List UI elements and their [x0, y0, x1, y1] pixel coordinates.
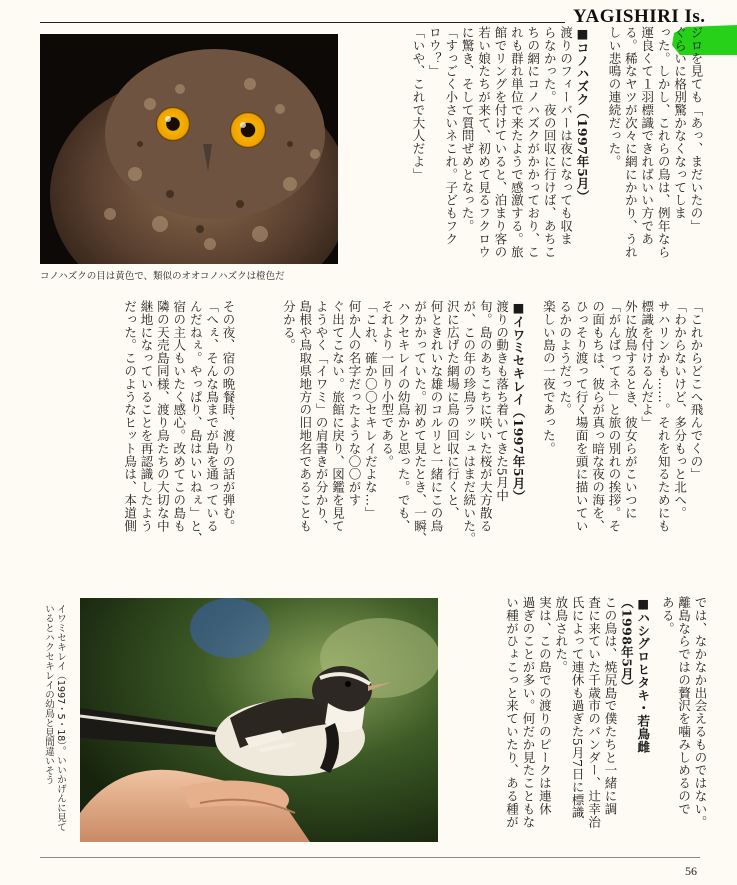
text-line: 沢に広げた網場に鳥の回収に行くと、: [445, 300, 461, 520]
text-line: 旬。島のあちこちに咲いた桜が大方散る: [478, 300, 494, 533]
text-line: 島根や鳥取県地方の旧地名であることも: [297, 300, 313, 533]
text-line: しい悲鳴の連続だった。: [606, 26, 622, 168]
text-line: んだねぇ。やっぱり、島はいいねぇ」と、: [188, 300, 204, 546]
text-line: ロウ？」: [427, 26, 443, 78]
wagtail-photo: [80, 598, 438, 842]
text-line: 査に来ていた千歳市のバンダー、辻幸治: [586, 596, 602, 829]
text-line: 宿の主人もいたく感心。改めてこの島も: [171, 300, 187, 533]
text-line: その夜、宿の晩餐時、渡りの話が弾む。: [221, 300, 236, 533]
text-line: 「へぇ、そんな鳥までが島を通っている: [204, 300, 220, 533]
text-line: ようやく「イワミ」の肩書きが分かり、: [314, 300, 330, 533]
header-rule: [40, 22, 565, 23]
text-line: では、なかなか出会えるものではない。: [693, 596, 708, 829]
text-line: るかのようだった。: [557, 300, 573, 417]
text-line: 運良くて１羽標識できればいい方であ: [639, 26, 655, 246]
text-line: 渡りの動きも落ち着いてきた5月中: [494, 300, 510, 502]
section-heading-hashiguro-date: （1998年5月）: [619, 596, 635, 694]
text-col-bottom: [444, 596, 708, 850]
text-line: 隣の天売島同様、渡り鳥たちの大切な中: [155, 300, 171, 533]
header-title: YAGISHIRI Is.: [573, 6, 706, 27]
text-col-iwamisekirei: [236, 300, 526, 580]
text-col-right-mid: [530, 300, 704, 580]
text-line: 離島ならではの贅沢を噛みしめるので: [676, 596, 692, 816]
text-line: サハリンかも……。それを知るためにも: [656, 300, 672, 533]
text-line: がかかっていた。初めて見たとき、一瞬、: [412, 300, 428, 546]
text-line: ぐ出てこない。旅館に戻り、図鑑を見て: [330, 300, 346, 533]
text-line: らなかった。夜の回収に行けば、あちこ: [542, 26, 558, 259]
text-line: 外に放鳥するとき、彼女らがこいつに: [623, 300, 639, 520]
text-line: 実は、この島での渡りのピークは連休: [537, 596, 553, 816]
text-line: ちの網にコノハズクがかかっており、こ: [525, 26, 541, 259]
text-line: る。稀なヤツが次々に網にかかり、うれ: [623, 26, 639, 259]
paragraph-gap: [651, 596, 659, 850]
text-line: 「がんばってネ」と旅の別れの挨拶。そ: [606, 300, 622, 533]
text-line: 「これ、確か〇〇セキレイだよな…」: [363, 300, 379, 520]
text-line: ジロを見ても「あっ、まだいたの」: [689, 26, 704, 233]
text-line: が、この年の珍鳥ラッシュはまだ続いた。: [461, 300, 477, 546]
text-line: 「いや、これで大人だよ」: [410, 26, 426, 181]
text-line: 楽しい島の一夜であった。: [541, 300, 557, 455]
section-heading-iwamisekirei: ■イワミセキレイ（1997年5月）: [511, 300, 526, 503]
text-col-left-mid: [40, 300, 236, 580]
text-line: 分かる。: [281, 300, 297, 352]
text-line: ひっそり渡って行く場面を頭に描いてい: [574, 300, 590, 533]
text-line: 何か人の名字だったような〇〇がす: [346, 300, 362, 507]
text-line: 氏によって連休も過ぎた5月7日に標識: [570, 596, 586, 820]
owl-caption: コノハズクの目は黄色で、類似のオオコノハズクは橙色だ: [40, 271, 285, 282]
text-line: 「これからどこへ飛んでくの」: [689, 300, 704, 481]
text-line: 継地になっていることを再認識したよう: [138, 300, 154, 533]
text-line: 「すっごく小さいネこれ。子どもフク: [443, 26, 459, 246]
text-line: 「わからないけど、多分もっと北へ。: [672, 300, 688, 520]
text-line: に驚き、そして質問ぜめとなった。: [460, 26, 476, 233]
text-line: 過ぎのことが多い。何だか見たこともな: [520, 596, 536, 829]
text-line: ハクセキレイの幼鳥かと思った。でも、: [396, 300, 412, 533]
text-line: った。しかし、これらの鳥は、例年なら: [656, 26, 672, 259]
footer-rule: [40, 857, 700, 858]
text-line: ぐらいに格別驚かなくなってしま: [672, 26, 688, 220]
section-heading-hashiguro: ■ハシグロヒタキ・若鳥雌: [635, 596, 651, 754]
text-line: れも群れ単位で来たようで感激する。旅: [509, 26, 525, 259]
text-line: それより一回り小型である。: [379, 300, 395, 468]
text-line: ある。: [660, 596, 676, 635]
text-col-right-top: [594, 26, 704, 290]
text-line: 放鳥された。: [553, 596, 569, 674]
page-number: 56: [685, 864, 697, 878]
text-line: 渡りのフィーバーは夜になっても収ま: [558, 26, 574, 246]
text-line: この鳥は、焼尻島で僕たちと一緒に調: [602, 596, 618, 816]
section-heading-konohazuku: ■コノハズク（1997年5月）: [575, 26, 590, 203]
text-col-konohazuku: [342, 26, 590, 290]
text-line: 何ときれいな雄のコルリと一緒にこの鳥: [428, 300, 444, 533]
text-line: 館でリングを付けていると、泊まり客の: [492, 26, 508, 259]
owl-photo: [40, 34, 338, 264]
text-line: 標識を付けるんだよ」: [639, 300, 655, 429]
text-line: い種がひょこっと来ていたり、ある種が: [504, 596, 520, 829]
wagtail-caption: イワミセキレイ（1997・5・18）。いいかげんに見ているとハクセキレイの幼鳥と見間違いそう: [43, 604, 66, 832]
text-line: だった。このようなヒット鳥は、本道側: [122, 300, 138, 533]
text-line: の面もちは、彼らが真っ暗な夜の海を、: [590, 300, 606, 533]
text-line: 若い娘たちが来て、初めて見るフクロウ: [476, 26, 492, 259]
